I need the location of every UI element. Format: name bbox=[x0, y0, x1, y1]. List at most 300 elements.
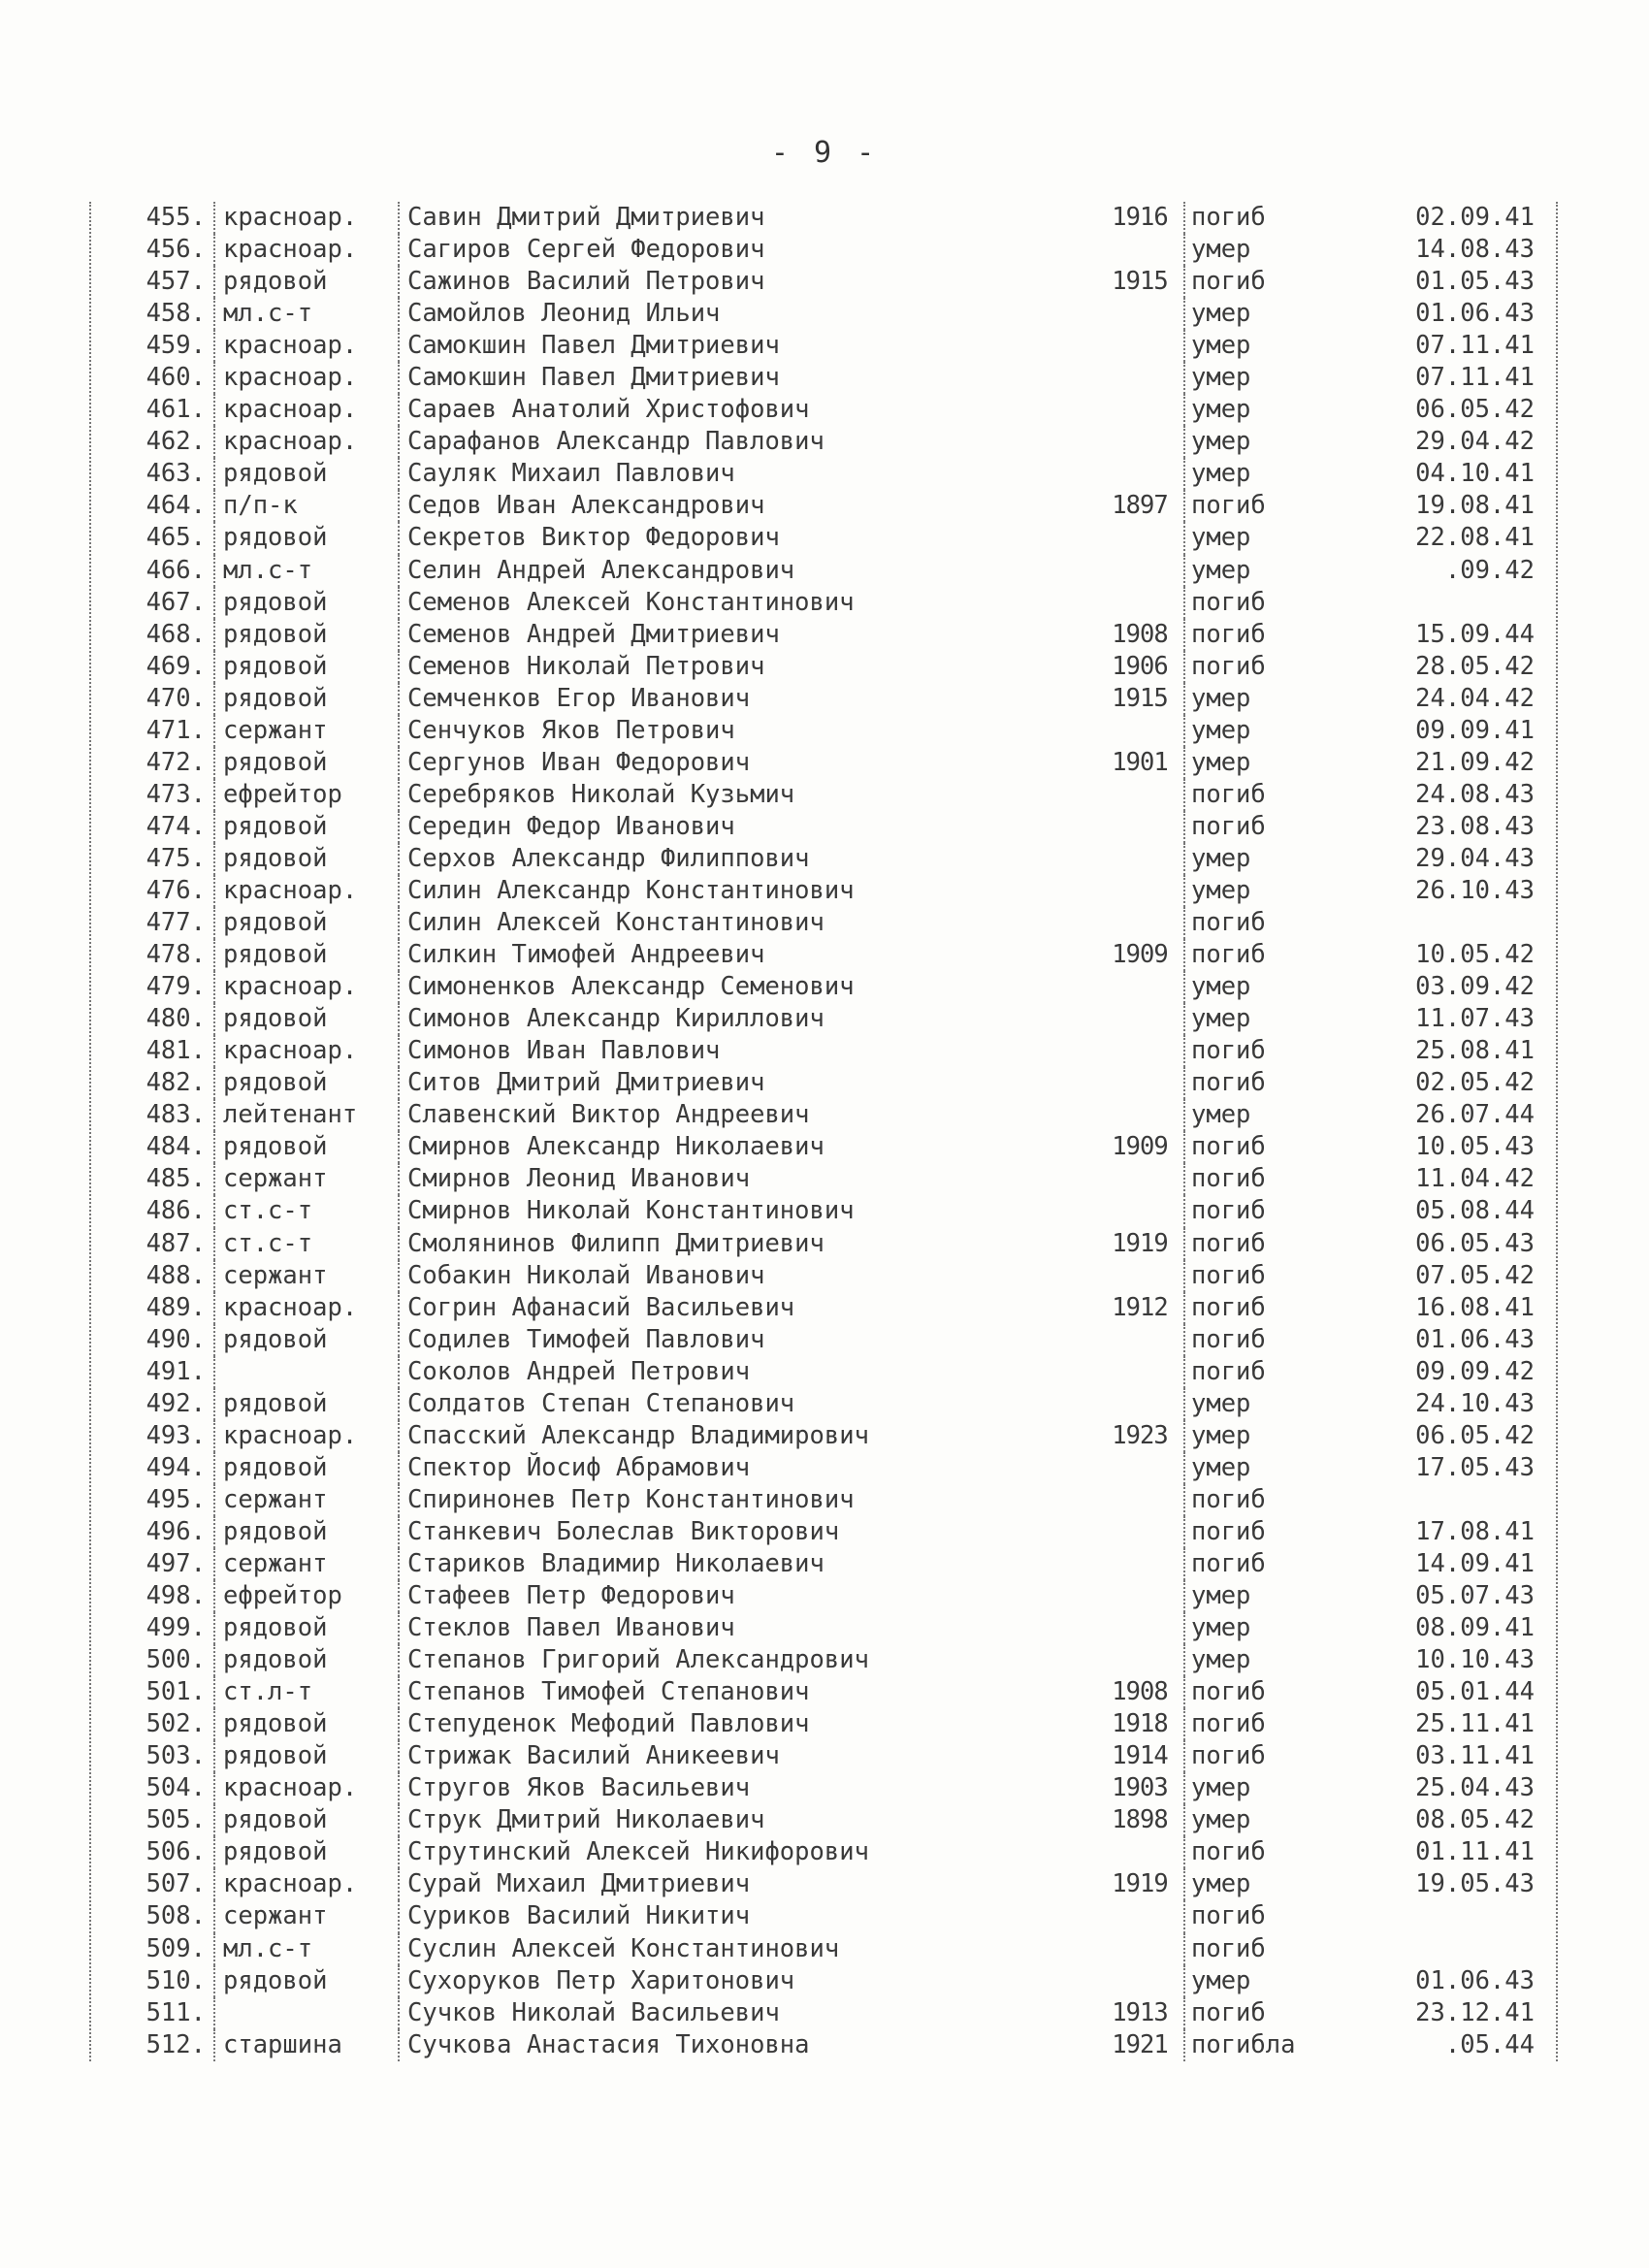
table-row bbox=[91, 1900, 1556, 1932]
full-name: Серхов Александр Филиппович bbox=[398, 843, 1096, 875]
birth-year bbox=[1096, 587, 1183, 619]
military-rank: рядовой bbox=[213, 747, 398, 779]
entry-number: 460. bbox=[146, 363, 206, 393]
date-of-event: 01.06.43 bbox=[1415, 299, 1535, 329]
military-rank: сержант bbox=[213, 1163, 398, 1195]
military-rank: рядовой bbox=[213, 651, 398, 683]
military-rank: рядовой bbox=[213, 1644, 398, 1676]
birth-year: 1923 bbox=[1112, 1420, 1168, 1450]
birth-year bbox=[1096, 1644, 1183, 1676]
military-rank: красноар. bbox=[213, 1868, 398, 1900]
military-rank: п/п-к bbox=[213, 490, 398, 522]
military-rank: красноар. bbox=[213, 875, 398, 907]
entry-number: 477. bbox=[146, 908, 206, 938]
table-row bbox=[91, 1356, 1556, 1388]
date-of-event: 21.09.42 bbox=[1415, 747, 1535, 777]
entry-number: 458. bbox=[146, 299, 206, 329]
entry-number: 504. bbox=[146, 1773, 206, 1803]
fate-status: погиб bbox=[1183, 651, 1348, 683]
birth-year: 1909 bbox=[1112, 1132, 1168, 1162]
date-of-event: 19.05.43 bbox=[1415, 1869, 1535, 1899]
date-of-event: 29.04.42 bbox=[1415, 427, 1535, 457]
military-rank: красноар. bbox=[213, 234, 398, 266]
fate-status: умер bbox=[1183, 1804, 1348, 1836]
fate-status: умер bbox=[1183, 362, 1348, 394]
fate-status: погиб bbox=[1183, 1067, 1348, 1099]
military-rank bbox=[213, 1356, 398, 1388]
military-rank: рядовой bbox=[213, 1131, 398, 1163]
date-of-event: 01.11.41 bbox=[1415, 1837, 1535, 1867]
entry-number: 457. bbox=[146, 267, 206, 297]
military-rank: рядовой bbox=[213, 266, 398, 298]
full-name: Силин Александр Константинович bbox=[398, 875, 1096, 907]
entry-number: 492. bbox=[146, 1388, 206, 1418]
entry-number: 506. bbox=[146, 1837, 206, 1867]
full-name: Сараев Анатолий Христофович bbox=[398, 394, 1096, 426]
fate-status: умер bbox=[1183, 1644, 1348, 1676]
birth-year: 1914 bbox=[1112, 1741, 1168, 1771]
military-rank: рядовой bbox=[213, 458, 398, 490]
fate-status: умер bbox=[1183, 1612, 1348, 1644]
entry-number: 493. bbox=[146, 1420, 206, 1450]
table-row bbox=[91, 458, 1556, 490]
table-row bbox=[91, 1708, 1556, 1740]
date-of-event: 24.04.42 bbox=[1415, 683, 1535, 713]
fate-status: погиб bbox=[1183, 1997, 1348, 2029]
birth-year bbox=[1096, 1965, 1183, 1997]
date-of-event: 23.08.43 bbox=[1415, 811, 1535, 841]
fate-status: умер bbox=[1183, 1965, 1348, 1997]
full-name: Сергунов Иван Федорович bbox=[398, 747, 1096, 779]
entry-number: 484. bbox=[146, 1132, 206, 1162]
date-of-event: 05.07.43 bbox=[1415, 1581, 1535, 1611]
page-number: - 9 - bbox=[770, 136, 879, 170]
table-row bbox=[91, 939, 1556, 971]
table-row bbox=[91, 426, 1556, 458]
fate-status: погиб bbox=[1183, 1163, 1348, 1195]
fate-status: погиб bbox=[1183, 1356, 1348, 1388]
fate-status: погиб bbox=[1183, 1516, 1348, 1548]
fate-status: погиб bbox=[1183, 1260, 1348, 1292]
date-of-event bbox=[1348, 1900, 1544, 1932]
birth-year: 1915 bbox=[1112, 267, 1168, 297]
military-rank: рядовой bbox=[213, 1388, 398, 1420]
birth-year: 1909 bbox=[1112, 940, 1168, 970]
birth-year bbox=[1096, 234, 1183, 266]
entry-number: 465. bbox=[146, 523, 206, 553]
table-row bbox=[91, 1099, 1556, 1131]
fate-status: умер bbox=[1183, 843, 1348, 875]
entry-number: 470. bbox=[146, 683, 206, 713]
fate-status: погиб bbox=[1183, 1933, 1348, 1965]
fate-status: погиб bbox=[1183, 1195, 1348, 1227]
military-rank: красноар. bbox=[213, 394, 398, 426]
fate-status: погиб bbox=[1183, 907, 1348, 939]
table-row bbox=[91, 1644, 1556, 1676]
birth-year bbox=[1096, 394, 1183, 426]
full-name: Струтинский Алексей Никифорович bbox=[398, 1836, 1096, 1868]
table-row bbox=[91, 1676, 1556, 1708]
fate-status: умер bbox=[1183, 1772, 1348, 1804]
fate-status: умер bbox=[1183, 747, 1348, 779]
entry-number: 503. bbox=[146, 1741, 206, 1771]
military-rank: рядовой bbox=[213, 907, 398, 939]
entry-number: 467. bbox=[146, 587, 206, 617]
fate-status: погиб bbox=[1183, 1708, 1348, 1740]
birth-year bbox=[1096, 1452, 1183, 1484]
military-rank: ст.с-т bbox=[213, 1228, 398, 1260]
entry-number: 505. bbox=[146, 1805, 206, 1835]
full-name: Степанов Тимофей Степанович bbox=[398, 1676, 1096, 1708]
table-row bbox=[91, 490, 1556, 522]
date-of-event: 10.10.43 bbox=[1415, 1645, 1535, 1675]
entry-number: 473. bbox=[146, 779, 206, 809]
fate-status: погиб bbox=[1183, 939, 1348, 971]
date-of-event: 07.11.41 bbox=[1415, 363, 1535, 393]
table-row bbox=[91, 202, 1556, 234]
full-name: Степанов Григорий Александрович bbox=[398, 1644, 1096, 1676]
birth-year: 1919 bbox=[1112, 1228, 1168, 1258]
full-name: Станкевич Болеслав Викторович bbox=[398, 1516, 1096, 1548]
entry-number: 488. bbox=[146, 1260, 206, 1290]
military-rank: рядовой bbox=[213, 1965, 398, 1997]
fate-status: погиб bbox=[1183, 619, 1348, 651]
birth-year bbox=[1096, 1195, 1183, 1227]
full-name: Седов Иван Александрович bbox=[398, 490, 1096, 522]
fate-status: погиб bbox=[1183, 490, 1348, 522]
fate-status: умер bbox=[1183, 555, 1348, 587]
military-rank: красноар. bbox=[213, 1772, 398, 1804]
entry-number: 512. bbox=[146, 2029, 206, 2059]
birth-year bbox=[1096, 1099, 1183, 1131]
birth-year: 1921 bbox=[1112, 2029, 1168, 2059]
date-of-event: 24.08.43 bbox=[1415, 779, 1535, 809]
full-name: Симонов Иван Павлович bbox=[398, 1035, 1096, 1067]
entry-number: 486. bbox=[146, 1196, 206, 1226]
entry-number: 507. bbox=[146, 1869, 206, 1899]
birth-year bbox=[1096, 555, 1183, 587]
birth-year bbox=[1096, 458, 1183, 490]
table-row bbox=[91, 1067, 1556, 1099]
birth-year bbox=[1096, 522, 1183, 554]
military-rank: красноар. bbox=[213, 1420, 398, 1452]
military-rank: рядовой bbox=[213, 1612, 398, 1644]
entry-number: 483. bbox=[146, 1100, 206, 1130]
table-row bbox=[91, 266, 1556, 298]
table-row bbox=[91, 1420, 1556, 1452]
military-rank: мл.с-т bbox=[213, 298, 398, 330]
entry-number: 471. bbox=[146, 715, 206, 745]
date-of-event: 19.08.41 bbox=[1415, 491, 1535, 521]
fate-status: погиб bbox=[1183, 1484, 1348, 1516]
entry-number: 464. bbox=[146, 491, 206, 521]
full-name: Стеклов Павел Иванович bbox=[398, 1612, 1096, 1644]
table-row bbox=[91, 1612, 1556, 1644]
entry-number: 509. bbox=[146, 1933, 206, 1963]
birth-year bbox=[1096, 875, 1183, 907]
full-name: Спиринонев Петр Константинович bbox=[398, 1484, 1096, 1516]
fate-status: умер bbox=[1183, 875, 1348, 907]
date-of-event bbox=[1348, 907, 1544, 939]
table-row bbox=[91, 522, 1556, 554]
entry-number: 478. bbox=[146, 940, 206, 970]
table-row bbox=[91, 683, 1556, 715]
military-rank: мл.с-т bbox=[213, 555, 398, 587]
full-name: Степуденок Мефодий Павлович bbox=[398, 1708, 1096, 1740]
fate-status: умер bbox=[1183, 683, 1348, 715]
full-name: Сучков Николай Васильевич bbox=[398, 1997, 1096, 2029]
military-rank: ст.с-т bbox=[213, 1195, 398, 1227]
full-name: Сенчуков Яков Петрович bbox=[398, 715, 1096, 747]
table-row bbox=[91, 1228, 1556, 1260]
birth-year bbox=[1096, 1612, 1183, 1644]
entry-number: 494. bbox=[146, 1452, 206, 1482]
full-name: Симоненков Александр Семенович bbox=[398, 971, 1096, 1003]
date-of-event: 28.05.42 bbox=[1415, 651, 1535, 681]
full-name: Спасский Александр Владимирович bbox=[398, 1420, 1096, 1452]
entry-number: 479. bbox=[146, 972, 206, 1002]
birth-year: 1898 bbox=[1112, 1805, 1168, 1835]
entry-number: 466. bbox=[146, 555, 206, 585]
full-name: Суриков Василий Никитич bbox=[398, 1900, 1096, 1932]
date-of-event: 01.06.43 bbox=[1415, 1324, 1535, 1354]
fate-status: умер bbox=[1183, 458, 1348, 490]
entry-number: 481. bbox=[146, 1036, 206, 1066]
entry-number: 489. bbox=[146, 1292, 206, 1322]
full-name: Селин Андрей Александрович bbox=[398, 555, 1096, 587]
full-name: Струк Дмитрий Николаевич bbox=[398, 1804, 1096, 1836]
fate-status: погиб bbox=[1183, 1676, 1348, 1708]
date-of-event: 05.01.44 bbox=[1415, 1677, 1535, 1707]
date-of-event: 22.08.41 bbox=[1415, 523, 1535, 553]
date-of-event: 06.05.42 bbox=[1415, 395, 1535, 425]
date-of-event: 16.08.41 bbox=[1415, 1292, 1535, 1322]
table-row bbox=[91, 1035, 1556, 1067]
table-row bbox=[91, 394, 1556, 426]
fate-status: погиб bbox=[1183, 1228, 1348, 1260]
fate-status: умер bbox=[1183, 298, 1348, 330]
date-of-event: .05.44 bbox=[1444, 2029, 1535, 2059]
full-name: Суслин Алексей Константинович bbox=[398, 1933, 1096, 1965]
date-of-event bbox=[1348, 1484, 1544, 1516]
birth-year: 1915 bbox=[1112, 683, 1168, 713]
table-row bbox=[91, 907, 1556, 939]
fate-status: погиб bbox=[1183, 1836, 1348, 1868]
birth-year: 1903 bbox=[1112, 1773, 1168, 1803]
military-rank: рядовой bbox=[213, 1804, 398, 1836]
table-row bbox=[91, 1516, 1556, 1548]
birth-year bbox=[1096, 1580, 1183, 1612]
date-of-event: 03.11.41 bbox=[1415, 1741, 1535, 1771]
military-rank: рядовой bbox=[213, 587, 398, 619]
military-rank: рядовой bbox=[213, 522, 398, 554]
full-name: Силкин Тимофей Андреевич bbox=[398, 939, 1096, 971]
full-name: Середин Федор Иванович bbox=[398, 811, 1096, 843]
military-rank: рядовой bbox=[213, 1452, 398, 1484]
military-rank: сержант bbox=[213, 715, 398, 747]
table-row bbox=[91, 1997, 1556, 2029]
full-name: Собакин Николай Иванович bbox=[398, 1260, 1096, 1292]
full-name: Соколов Андрей Петрович bbox=[398, 1356, 1096, 1388]
birth-year: 1906 bbox=[1112, 651, 1168, 681]
birth-year bbox=[1096, 426, 1183, 458]
entry-number: 475. bbox=[146, 843, 206, 873]
full-name: Смирнов Александр Николаевич bbox=[398, 1131, 1096, 1163]
military-rank: рядовой bbox=[213, 1067, 398, 1099]
military-rank: старшина bbox=[213, 2029, 398, 2061]
fate-status: погиб bbox=[1183, 1900, 1348, 1932]
entry-number: 491. bbox=[146, 1356, 206, 1386]
date-of-event: 15.09.44 bbox=[1415, 619, 1535, 649]
table-row bbox=[91, 1836, 1556, 1868]
table-row bbox=[91, 843, 1556, 875]
entry-number: 502. bbox=[146, 1709, 206, 1739]
military-rank: рядовой bbox=[213, 683, 398, 715]
table-row bbox=[91, 1580, 1556, 1612]
full-name: Секретов Виктор Федорович bbox=[398, 522, 1096, 554]
full-name: Самойлов Леонид Ильич bbox=[398, 298, 1096, 330]
date-of-event: 17.05.43 bbox=[1415, 1452, 1535, 1482]
birth-year bbox=[1096, 779, 1183, 811]
full-name: Симонов Александр Кириллович bbox=[398, 1003, 1096, 1035]
military-rank: сержант bbox=[213, 1260, 398, 1292]
date-of-event: 08.09.41 bbox=[1415, 1613, 1535, 1643]
military-rank: рядовой bbox=[213, 1836, 398, 1868]
table-row bbox=[91, 555, 1556, 587]
entry-number: 499. bbox=[146, 1613, 206, 1643]
full-name: Семенов Николай Петрович bbox=[398, 651, 1096, 683]
date-of-event: 25.04.43 bbox=[1415, 1773, 1535, 1803]
full-name: Семенов Алексей Константинович bbox=[398, 587, 1096, 619]
fate-status: умер bbox=[1183, 1868, 1348, 1900]
table-row bbox=[91, 234, 1556, 266]
date-of-event: 23.12.41 bbox=[1415, 1997, 1535, 2027]
birth-year bbox=[1096, 971, 1183, 1003]
full-name: Спектор Йосиф Абрамович bbox=[398, 1452, 1096, 1484]
military-rank: красноар. bbox=[213, 1292, 398, 1324]
table-row bbox=[91, 1933, 1556, 1965]
full-name: Ситов Дмитрий Дмитриевич bbox=[398, 1067, 1096, 1099]
birth-year: 1908 bbox=[1112, 619, 1168, 649]
table-row bbox=[91, 1292, 1556, 1324]
entry-number: 482. bbox=[146, 1068, 206, 1098]
birth-year: 1897 bbox=[1112, 491, 1168, 521]
entry-number: 511. bbox=[146, 1997, 206, 2027]
table-row bbox=[91, 619, 1556, 651]
full-name: Согрин Афанасий Васильевич bbox=[398, 1292, 1096, 1324]
birth-year bbox=[1096, 1388, 1183, 1420]
fate-status: умер bbox=[1183, 715, 1348, 747]
table-row bbox=[91, 1324, 1556, 1356]
birth-year bbox=[1096, 1003, 1183, 1035]
table-row bbox=[91, 875, 1556, 907]
date-of-event: 11.04.42 bbox=[1415, 1164, 1535, 1194]
date-of-event: 24.10.43 bbox=[1415, 1388, 1535, 1418]
military-rank: сержант bbox=[213, 1548, 398, 1580]
military-rank: красноар. bbox=[213, 202, 398, 234]
fate-status: умер bbox=[1183, 1580, 1348, 1612]
full-name: Силин Алексей Константинович bbox=[398, 907, 1096, 939]
date-of-event: 08.05.42 bbox=[1415, 1805, 1535, 1835]
birth-year bbox=[1096, 330, 1183, 362]
birth-year bbox=[1096, 907, 1183, 939]
date-of-event: 10.05.43 bbox=[1415, 1132, 1535, 1162]
military-rank: рядовой bbox=[213, 1516, 398, 1548]
full-name: Серебряков Николай Кузьмич bbox=[398, 779, 1096, 811]
military-rank: рядовой bbox=[213, 1708, 398, 1740]
entry-number: 468. bbox=[146, 619, 206, 649]
birth-year bbox=[1096, 1900, 1183, 1932]
full-name: Стругов Яков Васильевич bbox=[398, 1772, 1096, 1804]
entry-number: 474. bbox=[146, 811, 206, 841]
birth-year: 1918 bbox=[1112, 1709, 1168, 1739]
fate-status: погиб bbox=[1183, 1035, 1348, 1067]
military-rank: красноар. bbox=[213, 330, 398, 362]
date-of-event: 26.10.43 bbox=[1415, 875, 1535, 905]
casualty-list bbox=[89, 202, 1558, 2061]
date-of-event: 10.05.42 bbox=[1415, 940, 1535, 970]
birth-year: 1913 bbox=[1112, 1997, 1168, 2027]
fate-status: умер bbox=[1183, 1420, 1348, 1452]
military-rank: рядовой bbox=[213, 811, 398, 843]
date-of-event: 02.05.42 bbox=[1415, 1068, 1535, 1098]
date-of-event: 01.05.43 bbox=[1415, 267, 1535, 297]
table-row bbox=[91, 1195, 1556, 1227]
full-name: Савин Дмитрий Дмитриевич bbox=[398, 202, 1096, 234]
fate-status: умер bbox=[1183, 330, 1348, 362]
fate-status: умер bbox=[1183, 1003, 1348, 1035]
military-rank: лейтенант bbox=[213, 1099, 398, 1131]
entry-number: 500. bbox=[146, 1645, 206, 1675]
military-rank: красноар. bbox=[213, 362, 398, 394]
date-of-event: 14.09.41 bbox=[1415, 1548, 1535, 1578]
birth-year bbox=[1096, 715, 1183, 747]
fate-status: умер bbox=[1183, 234, 1348, 266]
entry-number: 490. bbox=[146, 1324, 206, 1354]
date-of-event: 07.11.41 bbox=[1415, 331, 1535, 361]
military-rank bbox=[213, 1997, 398, 2029]
fate-status: умер bbox=[1183, 522, 1348, 554]
date-of-event: 09.09.41 bbox=[1415, 715, 1535, 745]
table-row bbox=[91, 811, 1556, 843]
fate-status: умер bbox=[1183, 426, 1348, 458]
full-name: Семенов Андрей Дмитриевич bbox=[398, 619, 1096, 651]
date-of-event: 29.04.43 bbox=[1415, 843, 1535, 873]
full-name: Стафеев Петр Федорович bbox=[398, 1580, 1096, 1612]
date-of-event: 03.09.42 bbox=[1415, 972, 1535, 1002]
table-row bbox=[91, 715, 1556, 747]
full-name: Смирнов Леонид Иванович bbox=[398, 1163, 1096, 1195]
fate-status: погиб bbox=[1183, 811, 1348, 843]
table-row bbox=[91, 1740, 1556, 1772]
military-rank: рядовой bbox=[213, 939, 398, 971]
table-row bbox=[91, 779, 1556, 811]
entry-number: 459. bbox=[146, 331, 206, 361]
birth-year bbox=[1096, 1484, 1183, 1516]
full-name: Самокшин Павел Дмитриевич bbox=[398, 330, 1096, 362]
birth-year bbox=[1096, 1035, 1183, 1067]
table-row bbox=[91, 1772, 1556, 1804]
entry-number: 510. bbox=[146, 1965, 206, 1995]
date-of-event: 02.09.41 bbox=[1415, 203, 1535, 232]
table-row bbox=[91, 971, 1556, 1003]
birth-year: 1912 bbox=[1112, 1292, 1168, 1322]
full-name: Стрижак Василий Аникеевич bbox=[398, 1740, 1096, 1772]
full-name: Семченков Егор Иванович bbox=[398, 683, 1096, 715]
birth-year bbox=[1096, 1516, 1183, 1548]
full-name: Сауляк Михаил Павлович bbox=[398, 458, 1096, 490]
table-row bbox=[91, 1163, 1556, 1195]
